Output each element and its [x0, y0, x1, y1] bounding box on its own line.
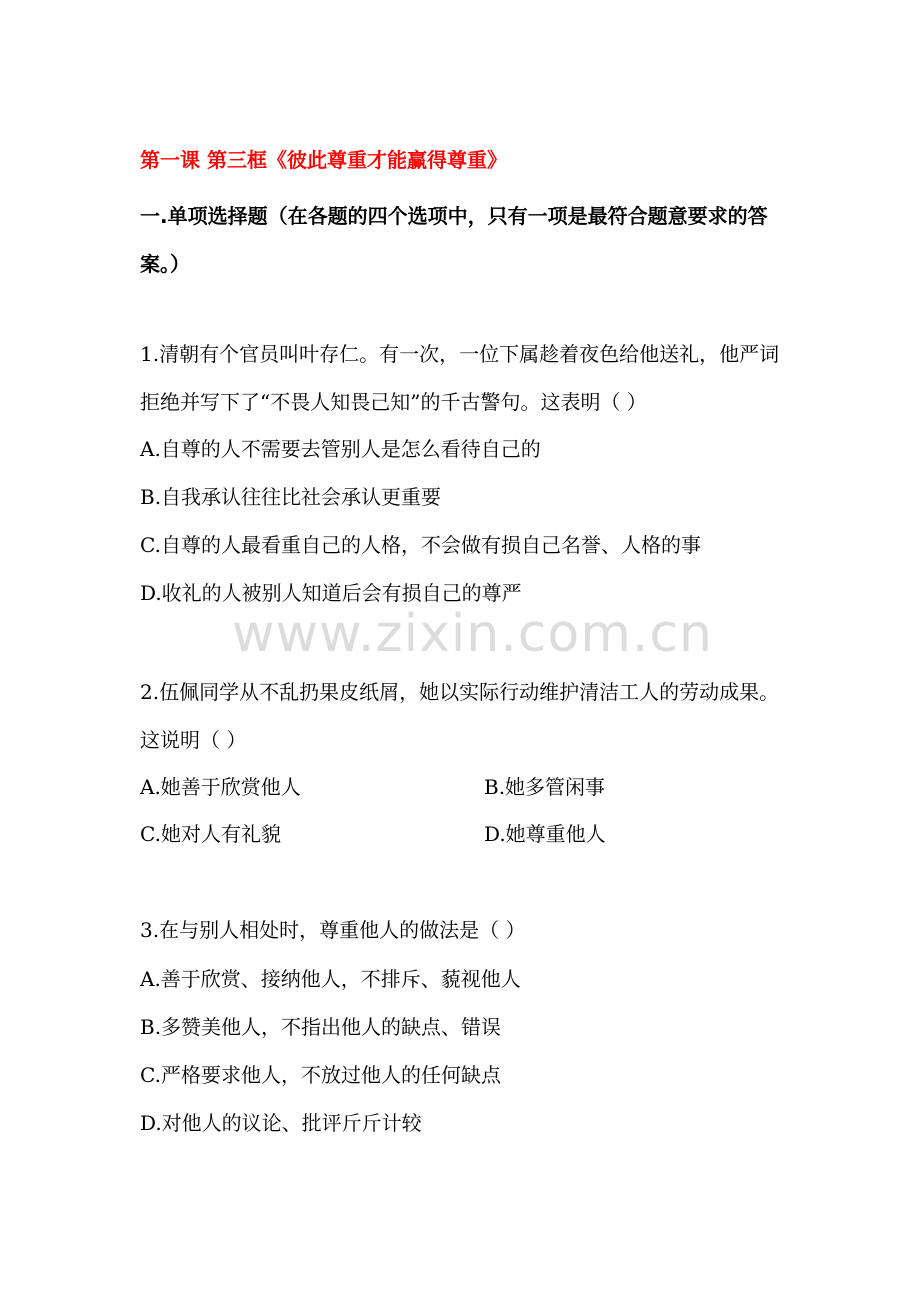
q1-option-d: D.收礼的人被别人知道后会有损自己的尊严	[140, 581, 522, 605]
q1-option-b: B.自我承认往往比社会承认更重要	[140, 485, 442, 509]
section-heading: 一.单项选择题（在各题的四个选项中，只有一项是最符合题意要求的答案。）	[140, 204, 768, 276]
document-title: 第一课 第三框《彼此尊重才能赢得尊重》	[140, 148, 507, 172]
q3-option-c: C.严格要求他人，不放过他人的任何缺点	[140, 1063, 501, 1087]
q1-option-c: C.自尊的人最看重自己的人格，不会做有损自己名誉、人格的事	[140, 533, 701, 557]
q2-option-b: B.她多管闲事	[484, 775, 606, 799]
q3-option-d: D.对他人的议论、批评斤斤计较	[140, 1111, 422, 1135]
q2-option-a: A.她善于欣赏他人	[140, 775, 301, 799]
q2-option-c: C.她对人有礼貌	[140, 822, 281, 846]
q3-option-a: A.善于欣赏、接纳他人，不排斥、藐视他人	[140, 967, 521, 991]
q3-stem: 3.在与别人相处时，尊重他人的做法是（ ）	[140, 918, 526, 942]
q1-option-a: A.自尊的人不需要去管别人是怎么看待自己的	[140, 437, 541, 461]
q2-stem: 2.伍佩同学从不乱扔果皮纸屑，她以实际行动维护清洁工人的劳动成果。这说明（ ）	[140, 680, 780, 752]
q2-option-d: D.她尊重他人	[484, 822, 606, 846]
watermark: www.zixin.com.cn	[232, 604, 713, 664]
q3-option-b: B.多赞美他人，不指出他人的缺点、错误	[140, 1015, 502, 1039]
q1-stem: 1.清朝有个官员叫叶存仁。有一次，一位下属趁着夜色给他送礼，他严词拒绝并写下了“不畏人知畏己知”的千古警句。这表明（ ）	[140, 342, 780, 414]
